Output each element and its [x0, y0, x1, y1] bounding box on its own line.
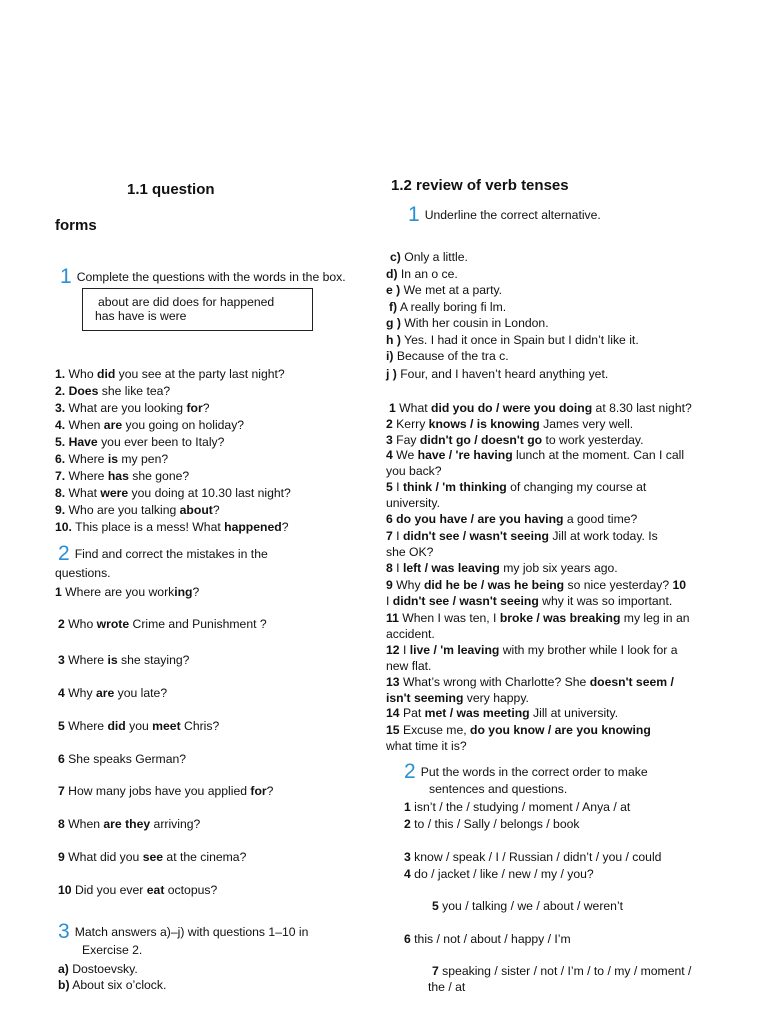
item-number: 4: [404, 867, 411, 881]
text: a good time?: [563, 512, 638, 526]
list-item: [432, 964, 691, 979]
item-number: 10: [58, 883, 72, 897]
list-item: [386, 480, 646, 495]
alternatives: broke / was breaking: [499, 611, 621, 625]
answer-letter: f): [389, 300, 398, 314]
text: my job six years ago.: [499, 561, 618, 575]
bold-text: is: [107, 653, 118, 667]
text: she gone?: [128, 469, 190, 483]
list-item: [404, 850, 661, 865]
exercise-2-instruction: [58, 541, 268, 567]
text: What’s wrong with Charlotte? She: [399, 675, 590, 689]
bold-text: eat: [146, 883, 165, 897]
item-number: 4: [386, 448, 393, 462]
text: ?: [202, 401, 210, 415]
list-item: [58, 752, 186, 767]
bold-text: for: [250, 784, 267, 798]
item-number: 11: [386, 611, 399, 625]
section-heading-question-forms: 1.1 question: [127, 181, 215, 198]
text: I: [399, 643, 410, 657]
text: Did you ever: [71, 883, 147, 897]
item-number: 1.: [55, 367, 66, 381]
item-number: 3: [58, 653, 65, 667]
answer-item: [386, 333, 639, 348]
alternatives: think / 'm thinking: [402, 480, 507, 494]
text: Where: [64, 653, 108, 667]
text: you / talking / we / about / weren’t: [438, 899, 624, 913]
list-item-continued: [386, 496, 440, 511]
list-item: [386, 723, 651, 738]
answer-item: [389, 300, 506, 315]
item-number: 6: [386, 512, 393, 526]
text: the / at: [428, 980, 466, 994]
list-item: [55, 469, 189, 484]
list-item: [55, 486, 291, 501]
alternatives: do you have / are you having: [396, 512, 564, 526]
text: she OK?: [386, 545, 434, 559]
word-box-line-2: has have is were: [95, 309, 187, 323]
text: When: [65, 418, 104, 432]
bold-text: were: [100, 486, 129, 500]
list-item: [58, 617, 267, 632]
list-item-continued: [386, 659, 431, 674]
list-item-continued: [386, 739, 467, 754]
item-number: 6.: [55, 452, 66, 466]
list-item-continued: [386, 545, 433, 560]
list-item-continued: [386, 627, 435, 642]
item-number: 5: [386, 480, 393, 494]
word-box: [82, 288, 313, 331]
text: why it was so important.: [538, 594, 673, 608]
text: Kerry: [392, 417, 429, 431]
text: About six o’clock.: [69, 978, 167, 992]
bold-text: Have: [68, 435, 98, 449]
text: I: [386, 594, 393, 608]
answer-letter: i): [386, 349, 394, 363]
bold-text: is: [107, 452, 119, 466]
answer-item: [386, 267, 458, 282]
instruction-text: Underline the correct alternative.: [424, 208, 601, 222]
exercise-number: 2: [58, 542, 70, 565]
item-number: 6: [404, 932, 411, 946]
answer-item: [386, 367, 608, 382]
text: Jill at work today. Is: [548, 529, 658, 543]
text: Why: [392, 578, 424, 592]
alternatives: have / 're having: [417, 448, 513, 462]
answer-item: [58, 978, 166, 993]
text: with my brother while I look for a: [499, 643, 678, 657]
list-item: [386, 706, 618, 721]
list-item: [389, 401, 692, 416]
bold-text: are: [103, 418, 123, 432]
text: How many jobs have you applied: [64, 784, 251, 798]
list-item: [55, 503, 220, 518]
text: to / this / Sally / belongs / book: [410, 817, 580, 831]
item-number: 5: [58, 719, 65, 733]
text: you doing at 10.30 last night?: [128, 486, 291, 500]
item-number: 8: [58, 817, 65, 831]
item-number: 3: [404, 850, 411, 864]
alternatives: left / was leaving: [402, 561, 500, 575]
bold-text: has: [107, 469, 129, 483]
text: to work yesterday.: [542, 433, 644, 447]
item-number: 7: [58, 784, 65, 798]
answer-letter: d): [386, 267, 398, 281]
word-box-line-1: about are did does for happened: [98, 295, 275, 309]
item-number: 10: [672, 578, 687, 592]
item-number: 2: [404, 817, 411, 831]
answer-letter: c): [390, 250, 401, 264]
answer-letter: e ): [386, 283, 401, 297]
text: Where: [64, 719, 108, 733]
text: What: [395, 401, 431, 415]
text: at the cinema?: [163, 850, 247, 864]
list-item: [404, 867, 594, 882]
alternatives: met / was meeting: [424, 706, 530, 720]
text: arriving?: [150, 817, 201, 831]
bold-text: Does: [68, 384, 99, 398]
text: A really boring fi lm.: [397, 300, 507, 314]
text: When I was ten, I: [398, 611, 500, 625]
item-number: 15: [386, 723, 400, 737]
list-item: [58, 686, 167, 701]
text: you: [125, 719, 153, 733]
list-item: [386, 643, 678, 658]
item-number: 7: [432, 964, 439, 978]
text: do / jacket / like / new / my / you?: [410, 867, 594, 881]
list-item: [55, 384, 170, 399]
text: What did you: [64, 850, 143, 864]
text: I: [392, 480, 403, 494]
item-number: 3: [386, 433, 393, 447]
section-heading-verb-tenses: 1.2 review of verb tenses: [391, 177, 569, 194]
alternatives: didn't go / doesn't go: [419, 433, 543, 447]
answer-item: [58, 962, 138, 977]
item-number: 4: [58, 686, 65, 700]
text: ?: [266, 784, 274, 798]
item-number: 2.: [55, 384, 66, 398]
text: Chris?: [180, 719, 220, 733]
text: Jill at university.: [529, 706, 619, 720]
alternatives: live / 'm leaving: [409, 643, 500, 657]
bold-text: are: [95, 686, 115, 700]
text: Who are you talking: [65, 503, 180, 517]
list-item: [432, 899, 623, 914]
list-item-continued: [386, 464, 442, 479]
bold-text: meet: [152, 719, 181, 733]
text: Four, and I haven’t heard anything yet.: [396, 367, 609, 381]
text: Crime and Punishment ?: [129, 617, 267, 631]
list-item: [55, 367, 285, 382]
text: isn’t / the / studying / moment / Anya / at: [410, 800, 631, 814]
answer-item: [390, 250, 468, 265]
list-item: [55, 452, 168, 467]
item-number: 10.: [55, 520, 72, 534]
text: In an o ce.: [397, 267, 458, 281]
list-item: [386, 512, 637, 527]
exercise-3-instruction-cont: Exercise 2.: [82, 943, 143, 957]
text: Excuse me,: [399, 723, 471, 737]
item-number: 12: [386, 643, 400, 657]
text: She speaks German?: [64, 752, 187, 766]
alternatives: didn't see / wasn't seeing: [392, 594, 539, 608]
list-item: [55, 401, 209, 416]
text: Only a little.: [400, 250, 468, 264]
item-number: 1: [404, 800, 411, 814]
text: very happy.: [463, 691, 529, 705]
text: new flat.: [386, 659, 432, 673]
list-item: [404, 817, 579, 832]
answer-item: [386, 283, 502, 298]
text: I: [392, 561, 403, 575]
answer-letter: h ): [386, 333, 401, 347]
list-item: [58, 653, 189, 668]
right-exercise-2-instruction-cont: sentences and questions.: [429, 782, 568, 796]
exercise-number: 2: [404, 760, 416, 783]
text: We: [392, 448, 418, 462]
text: you see at the party last night?: [115, 367, 285, 381]
text: accident.: [386, 627, 435, 641]
bold-text: see: [142, 850, 164, 864]
list-item: [404, 932, 571, 947]
bold-text: for: [186, 401, 203, 415]
bold-text: did: [97, 367, 116, 381]
text: you late?: [114, 686, 168, 700]
text: she staying?: [117, 653, 190, 667]
exercise-number: 3: [58, 920, 70, 943]
item-number: 7.: [55, 469, 66, 483]
text: speaking / sister / not / I’m / to / my / moment /: [438, 964, 692, 978]
bold-text: did: [107, 719, 126, 733]
list-item: [386, 675, 674, 690]
answer-letter: b): [58, 978, 70, 992]
alternatives: knows / is knowing: [428, 417, 540, 431]
instruction-text: Complete the questions with the words in the box.: [76, 270, 346, 284]
text: so nice yesterday?: [564, 578, 673, 592]
text: Why: [64, 686, 96, 700]
list-item: [386, 448, 684, 463]
item-number: 6: [58, 752, 65, 766]
text: know / speak / I / Russian / didn’t / you / could: [410, 850, 662, 864]
alternatives: isn't seeming: [386, 691, 464, 705]
text: my leg in an: [620, 611, 690, 625]
text: at 8.30 last night?: [592, 401, 692, 415]
section-heading-question-forms-cont: forms: [55, 217, 97, 234]
list-item: [404, 800, 630, 815]
instruction-text: Put the words in the correct order to make: [420, 765, 648, 779]
item-number: 8: [386, 561, 393, 575]
alternatives: doesn't seem /: [589, 675, 674, 689]
item-number: 9.: [55, 503, 66, 517]
text: We met at a party.: [400, 283, 503, 297]
list-item-continued: [386, 594, 672, 609]
answer-letter: j ): [386, 367, 397, 381]
text: What are you looking: [65, 401, 187, 415]
list-item: [55, 418, 244, 433]
item-number: 9: [58, 850, 65, 864]
answer-item: [386, 349, 509, 364]
text: ?: [212, 503, 220, 517]
item-number: 2: [386, 417, 393, 431]
item-number: 5.: [55, 435, 66, 449]
text: she like tea?: [98, 384, 171, 398]
text: What: [65, 486, 101, 500]
alternatives: did he be / was he being: [423, 578, 565, 592]
list-item: [386, 561, 618, 576]
text: Who: [65, 367, 98, 381]
item-number: 8.: [55, 486, 66, 500]
text: octopus?: [164, 883, 218, 897]
list-item: [58, 817, 200, 832]
item-number: 4.: [55, 418, 66, 432]
bold-text: wrote: [96, 617, 130, 631]
bold-text: ing: [174, 585, 193, 599]
bold-text: happened: [224, 520, 282, 534]
list-item: [386, 433, 643, 448]
bold-text: are they: [103, 817, 151, 831]
list-item: [386, 578, 686, 593]
list-item: [55, 435, 224, 450]
list-item: [58, 719, 219, 734]
list-item: [55, 520, 288, 535]
text: of changing my course at: [506, 480, 647, 494]
text: Dostoevsky.: [68, 962, 138, 976]
text: you ever been to Italy?: [97, 435, 225, 449]
alternatives: didn't see / wasn't seeing: [402, 529, 549, 543]
text: With her cousin in London.: [400, 316, 549, 330]
text: what time it is?: [386, 739, 467, 753]
text: you back?: [386, 464, 442, 478]
exercise-number: 1: [60, 265, 72, 288]
text: Where: [65, 452, 108, 466]
text: Where: [65, 469, 108, 483]
item-number: 9: [386, 578, 393, 592]
list-item: [55, 585, 199, 600]
item-number: 2: [58, 617, 65, 631]
text: I: [392, 529, 403, 543]
text: lunch at the moment. Can I call: [512, 448, 685, 462]
answer-letter: g ): [386, 316, 401, 330]
list-item: [386, 611, 690, 626]
text: ?: [281, 520, 289, 534]
text: ?: [192, 585, 200, 599]
exercise-3-instruction: [58, 919, 308, 945]
text: This place is a mess! What: [71, 520, 225, 534]
instruction-text: Match answers a)–j) with questions 1–10 in: [74, 925, 309, 939]
text: this / not / about / happy / I’m: [410, 932, 571, 946]
exercise-number: 1: [408, 203, 420, 226]
list-item-continued: [386, 691, 529, 706]
text: university.: [386, 496, 440, 510]
list-item: [58, 850, 246, 865]
text: Where are you work: [61, 585, 175, 599]
text: my pen?: [118, 452, 169, 466]
bold-text: about: [179, 503, 213, 517]
right-exercise-1-instruction: [408, 202, 601, 228]
text: Who: [64, 617, 97, 631]
text: Yes. I had it once in Spain but I didn’t like it.: [400, 333, 639, 347]
item-number: 1: [55, 585, 62, 599]
exercise-1-instruction: [60, 264, 346, 290]
list-item: [58, 883, 217, 898]
alternatives: do you know / are you knowing: [470, 723, 651, 737]
exercise-2-instruction-cont: questions.: [55, 566, 111, 580]
text: Fay: [392, 433, 420, 447]
text: When: [64, 817, 104, 831]
item-number: 7: [386, 529, 393, 543]
list-item: [58, 784, 273, 799]
item-number: 3.: [55, 401, 66, 415]
text: you going on holiday?: [122, 418, 245, 432]
text: James very well.: [539, 417, 634, 431]
text: Because of the tra c.: [393, 349, 509, 363]
item-number: 5: [432, 899, 439, 913]
answer-letter: a): [58, 962, 69, 976]
text: Pat: [399, 706, 425, 720]
item-number: 14: [386, 706, 400, 720]
answer-item: [386, 316, 549, 331]
list-item: [386, 529, 658, 544]
item-number: 1: [389, 401, 396, 415]
instruction-text: Find and correct the mistakes in the: [74, 547, 268, 561]
list-item-continued: [428, 980, 465, 995]
alternatives: did you do / were you doing: [431, 401, 593, 415]
item-number: 13: [386, 675, 400, 689]
list-item: [386, 417, 633, 432]
